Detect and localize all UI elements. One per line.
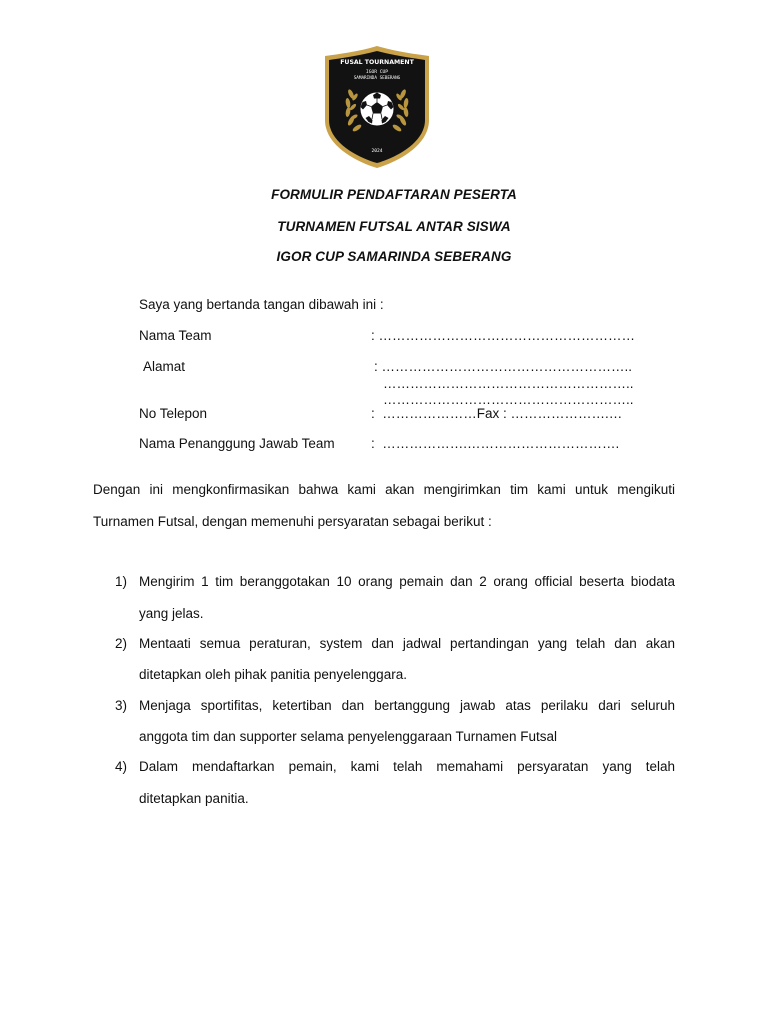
- list-item-number: 3): [115, 698, 128, 713]
- tournament-title: TURNAMEN FUTSAL ANTAR SISWA: [277, 219, 511, 234]
- list-item-text-continued: ditetapkan panitia.: [139, 791, 249, 806]
- logo-year-text: 2024: [371, 149, 383, 154]
- team-name-field: : …………………………………………………: [371, 328, 636, 343]
- confirmation-paragraph-line-1: Dengan ini mengkonfirmasikan bahwa kami akan mengirimkan tim kami untuk mengikuti: [93, 482, 675, 497]
- soccer-ball-icon: [360, 92, 394, 126]
- list-item-text: Dalam mendaftarkan pemain, kami telah memahami persyaratan yang telah: [139, 759, 675, 774]
- list-item-text-continued: anggota tim dan supporter selama penyelenggaraan Turnamen Futsal: [139, 729, 558, 744]
- address-field-line-1: : ………………………………………………..: [374, 359, 633, 374]
- phone-label: No Telepon: [139, 406, 208, 421]
- logo-location-text: SAMARINDA SEBERANG: [353, 76, 401, 81]
- phone-fax-field: : …………………Fax : ………………….…: [371, 406, 623, 421]
- address-label: Alamat: [143, 359, 186, 374]
- list-item-text-continued: ditetapkan oleh pihak panitia penyelenggara.: [139, 667, 407, 682]
- confirmation-paragraph-line-2: Turnamen Futsal, dengan memenuhi persyaratan sebagai berikut :: [93, 514, 492, 529]
- list-item-text-continued: yang jelas.: [139, 606, 204, 621]
- event-title: IGOR CUP SAMARINDA SEBERANG: [276, 249, 512, 264]
- list-item-text: Mentaati semua peraturan, system dan jadwal pertandingan yang telah dan akan: [139, 636, 675, 651]
- list-item-number: 1): [115, 574, 128, 589]
- list-item-number: 2): [115, 636, 128, 651]
- intro-text: Saya yang bertanda tangan dibawah ini :: [139, 297, 384, 312]
- form-title: FORMULIR PENDAFTARAN PESERTA: [271, 187, 517, 202]
- logo-title-text: FUSAL TOURNAMENT: [340, 59, 414, 66]
- list-item-text: Menjaga sportifitas, ketertiban dan bertanggung jawab atas perilaku dari seluruh: [139, 698, 675, 713]
- list-item-number: 4): [115, 759, 128, 774]
- address-field-line-2: ………………………………………………..: [383, 376, 634, 391]
- address-field-line-3: ………………………………………………..: [383, 392, 634, 407]
- logo-subtitle-text: IGOR CUP: [365, 70, 389, 75]
- tournament-logo: [317, 42, 437, 172]
- person-in-charge-label: Nama Penanggung Jawab Team: [139, 436, 335, 451]
- person-in-charge-field: : ……………….…………………………….: [371, 436, 620, 451]
- team-name-label: Nama Team: [139, 328, 212, 343]
- list-item-text: Mengirim 1 tim beranggotakan 10 orang pemain dan 2 orang official beserta biodata: [139, 574, 675, 589]
